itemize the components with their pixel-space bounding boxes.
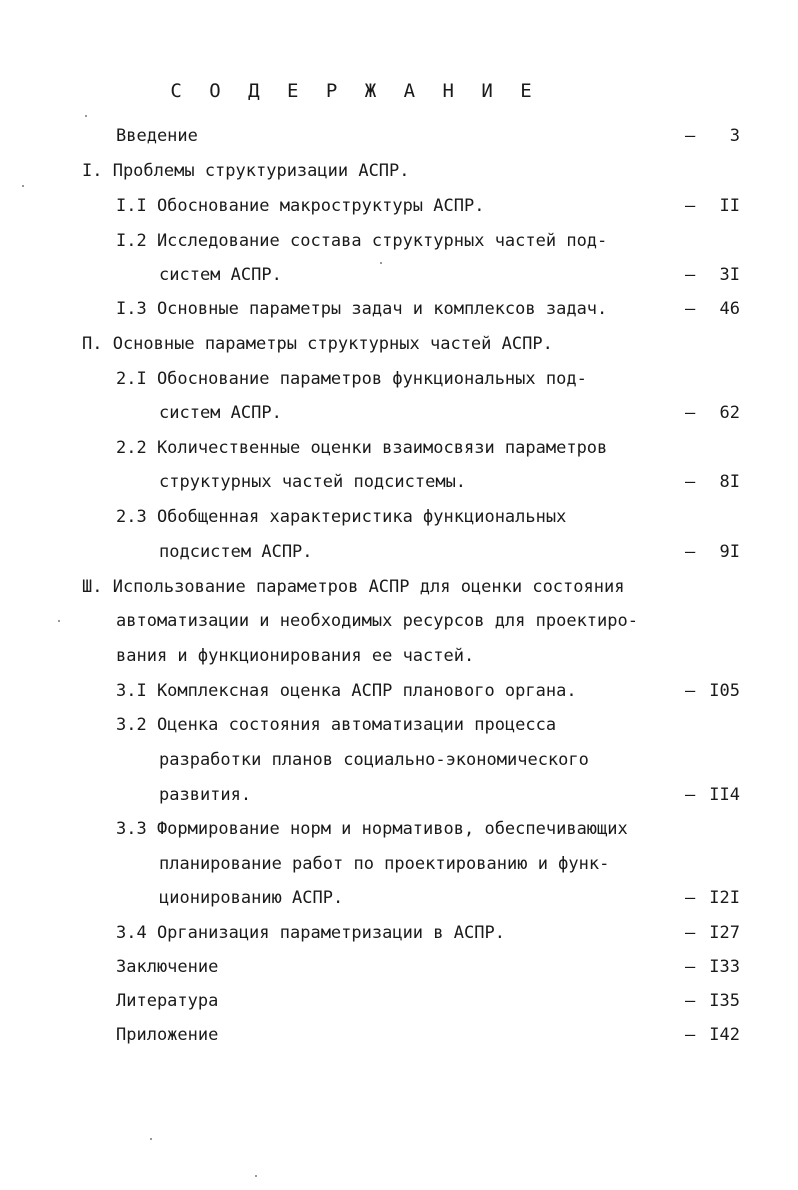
toc-entry-dash: – (685, 1025, 696, 1045)
toc-entry-text: Ш. Использование параметров АСПР для оценки состояния (82, 577, 625, 597)
toc-entry-text: структурных частей подсистемы. (159, 472, 467, 492)
scan-speck (255, 1175, 257, 1177)
toc-entry-text: планирование работ по проектированию и функ- (159, 854, 610, 874)
toc-entry-page: 3 (729, 126, 740, 146)
toc-entry-text: I.3 Основные параметры задач и комплексов задач. (116, 299, 608, 319)
toc-entry-text: Приложение (116, 1025, 219, 1045)
toc-entry-text: вания и функционирования ее частей. (116, 646, 475, 666)
page-title: С О Д Е Р Ж А Н И Е (170, 80, 540, 102)
toc-entry-dash: – (685, 299, 696, 319)
toc-entry-page: 9I (719, 542, 740, 562)
toc-entry-text: ционированию АСПР. (159, 888, 344, 908)
toc-entry-text: разработки планов социально-экономического (159, 750, 589, 770)
toc-entry-text: 3.4 Организация параметризации в АСПР. (116, 923, 505, 943)
toc-entry-dash: – (685, 265, 696, 285)
toc-entry-dash: – (685, 472, 696, 492)
scan-speck (85, 115, 87, 117)
toc-entry-text: подсистем АСПР. (159, 542, 313, 562)
toc-entry-dash: – (685, 923, 696, 943)
toc-entry-dash: – (685, 196, 696, 216)
toc-entry-text: Введение (116, 126, 198, 146)
toc-entry-text: Заключение (116, 957, 219, 977)
toc-entry-page: I33 (709, 957, 740, 977)
toc-entry-page: II (719, 196, 740, 216)
toc-entry-page: 3I (719, 265, 740, 285)
toc-entry-text: систем АСПР. (159, 265, 282, 285)
toc-entry-dash: – (685, 126, 696, 146)
toc-entry-text: 2.I Обоснование параметров функциональных под- (116, 369, 587, 389)
toc-entry-dash: – (685, 681, 696, 701)
toc-entry-dash: – (685, 957, 696, 977)
toc-entry-dash: – (685, 991, 696, 1011)
scan-speck (22, 185, 24, 187)
scan-speck (58, 620, 60, 622)
toc-entry-page: 62 (719, 403, 740, 423)
toc-entry-page: I05 (709, 681, 740, 701)
toc-entry-text: 3.3 Формирование норм и нормативов, обеспечивающих (116, 819, 628, 839)
toc-entry-dash: – (685, 888, 696, 908)
scan-speck (380, 262, 382, 264)
toc-entry-page: II4 (709, 785, 740, 805)
toc-entry-text: 3.2 Оценка состояния автоматизации процесса (116, 715, 557, 735)
toc-entry-text: Литература (116, 991, 219, 1011)
toc-entry-page: I27 (709, 923, 740, 943)
toc-entry-page: 46 (719, 299, 740, 319)
toc-entry-text: 2.2 Количественные оценки взаимосвязи параметров (116, 438, 608, 458)
toc-entry-page: I42 (709, 1025, 740, 1045)
toc-entry-dash: – (685, 785, 696, 805)
toc-entry-page: I2I (709, 888, 740, 908)
toc-entry-text: 3.I Комплексная оценка АСПР планового органа. (116, 681, 577, 701)
toc-entry-text: 2.3 Обобщенная характеристика функциональных (116, 507, 567, 527)
toc-entry-text: I.I Обоснование макроструктуры АСПР. (116, 196, 485, 216)
toc-entry-page: I35 (709, 991, 740, 1011)
toc-entry-text: П. Основные параметры структурных частей АСПР. (82, 334, 553, 354)
scan-speck (150, 1138, 152, 1140)
toc-entry-text: автоматизации и необходимых ресурсов для проектиро- (116, 611, 638, 631)
toc-entry-page: 8I (719, 472, 740, 492)
toc-entry-text: развития. (159, 785, 252, 805)
toc-entry-dash: – (685, 542, 696, 562)
toc-entry-text: I.2 Исследование состава структурных частей под- (116, 231, 608, 251)
toc-entry-text: систем АСПР. (159, 403, 282, 423)
toc-entry-text: I. Проблемы структуризации АСПР. (82, 161, 410, 181)
toc-entry-dash: – (685, 403, 696, 423)
